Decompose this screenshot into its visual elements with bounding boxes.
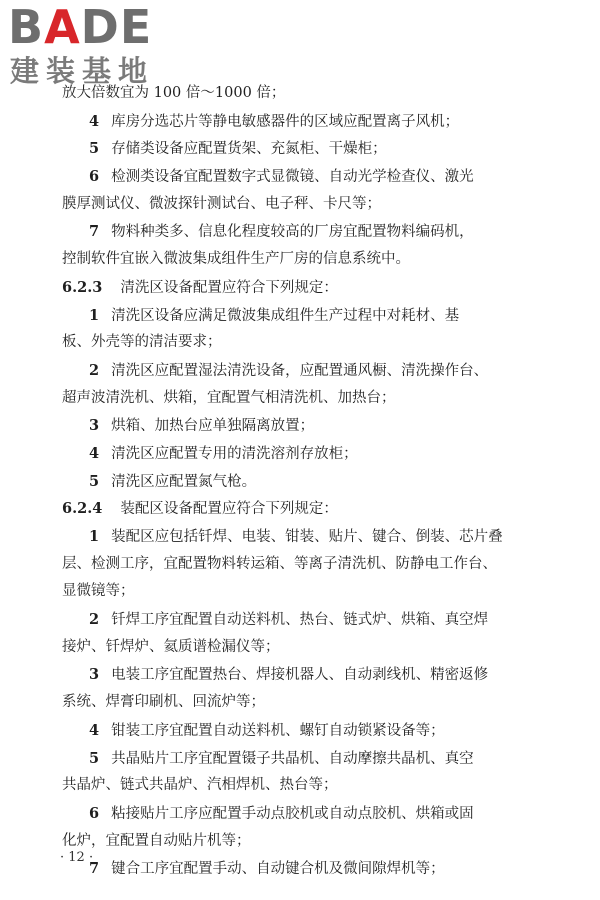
text-line [62, 135, 542, 163]
text-line [62, 634, 542, 662]
text-line [62, 551, 542, 579]
text-line [62, 855, 542, 883]
line-text: 清洗区应配置氮气枪。 [111, 473, 257, 490]
line-text: 清洗区设备应满足微波集成组件生产过程中对耗材、基 [111, 307, 460, 324]
item-number: 7 [89, 223, 100, 241]
text-line [62, 218, 542, 246]
section-heading [62, 274, 542, 302]
line-text: 系统、焊膏印刷机、回流炉等； [62, 694, 265, 711]
logo-wordmark: BADE [8, 0, 153, 54]
line-text: 放大倍数宜为 100 倍～1000 倍； [62, 85, 286, 101]
text-line [62, 412, 542, 440]
line-text: 装配区应包括钎焊、电装、钳装、贴片、键合、倒装、芯片叠 [111, 529, 503, 545]
text-line [62, 357, 542, 385]
line-text: 电装工序宜配置热台、焊接机器人、自动剥线机、精密返修 [111, 667, 489, 684]
line-text: 共晶贴片工序宜配置镊子共晶机、自动摩擦共晶机、真空 [111, 750, 474, 767]
text-line [62, 246, 542, 274]
item-number: 5 [89, 749, 100, 767]
section-number: 6.2.3 [62, 278, 103, 296]
text-line [62, 661, 542, 689]
text-line [62, 800, 542, 828]
item-number: 3 [89, 417, 100, 435]
line-text: 粘接贴片工序应配置手动点胶机或自动点胶机、烘箱或固 [111, 805, 474, 822]
text-line [62, 385, 542, 413]
item-number: 7 [89, 860, 100, 878]
text-line [62, 578, 542, 606]
item-number: 3 [89, 666, 100, 684]
logo-subtitle: 建装基地 [10, 54, 155, 88]
line-text: 存储类设备应配置货架、充氮柜、干燥柜； [111, 141, 387, 158]
item-number: 4 [89, 112, 100, 130]
text-line [62, 302, 542, 330]
line-text: 检测类设备宜配置数字式显微镜、自动光学检查仪、激光 [111, 169, 474, 186]
line-text: 共晶炉、链式共晶炉、汽相焊机、热台等； [62, 777, 338, 794]
line-text: 清洗区应配置湿法清洗设备，应配置通风橱、清洗操作台、 [111, 362, 489, 379]
line-text: 显微镜等； [62, 583, 135, 600]
text-line [62, 468, 542, 496]
line-text: 烘箱、加热台应单独隔离放置； [111, 418, 315, 435]
item-number: 6 [89, 168, 100, 186]
text-line [62, 745, 542, 773]
text-line [62, 440, 542, 468]
item-number: 2 [89, 611, 100, 629]
text-line [62, 191, 542, 219]
item-number: 1 [89, 306, 100, 324]
text-line [62, 689, 542, 717]
section-number: 6.2.4 [62, 500, 103, 518]
item-number: 4 [89, 721, 100, 739]
line-text: 清洗区应配置专用的清洗溶剂存放柜； [111, 445, 358, 462]
line-text: 层、检测工序，宜配置物料转运箱、等离子清洗机、防静电工作台、 [62, 555, 497, 572]
line-text: 库房分选芯片等静电敏感器件的区域应配置离子风机； [111, 113, 460, 130]
line-text: 膜厚测试仪、微波探针测试台、电子秤、卡尺等； [62, 195, 381, 212]
text-line [62, 772, 542, 800]
line-text: 超声波清洗机、烘箱，宜配置气相清洗机、加热台； [62, 389, 396, 406]
line-text: 接炉、钎焊炉、氦质谱检漏仪等； [62, 638, 280, 655]
line-text: 键合工序宜配置手动、自动键合机及微间隙焊机等； [111, 861, 445, 878]
line-text: 钳装工序宜配置自动送料机、螺钉自动锁紧设备等； [111, 722, 445, 739]
text-line [62, 163, 542, 191]
text-line [62, 828, 542, 856]
line-text: 钎焊工序宜配置自动送料机、热台、链式炉、烘箱、真空焊 [111, 612, 489, 629]
section-heading [62, 495, 542, 523]
text-line [62, 329, 542, 357]
document-body [62, 80, 542, 883]
item-number: 1 [89, 528, 100, 545]
item-number: 6 [89, 804, 100, 822]
text-line [62, 717, 542, 745]
text-line [62, 80, 542, 108]
text-line [62, 523, 542, 551]
line-text: 板、外壳等的清洁要求； [62, 334, 222, 351]
item-number: 4 [89, 444, 100, 462]
line-text: 物料种类多、信息化程度较高的厂房宜配置物料编码机， [111, 224, 474, 241]
page-number: · 12 · [60, 850, 94, 865]
line-text: 控制软件宜嵌入微波集成组件生产厂房的信息系统中。 [62, 251, 410, 268]
line-text: 清洗区设备配置应符合下列规定： [120, 279, 338, 296]
item-number: 2 [89, 361, 100, 379]
text-line [62, 606, 542, 634]
line-text: 装配区设备配置应符合下列规定： [120, 501, 338, 518]
text-line [62, 108, 542, 136]
item-number: 5 [89, 472, 100, 490]
item-number: 5 [89, 140, 100, 158]
line-text: 化炉，宜配置自动贴片机等； [62, 832, 251, 849]
